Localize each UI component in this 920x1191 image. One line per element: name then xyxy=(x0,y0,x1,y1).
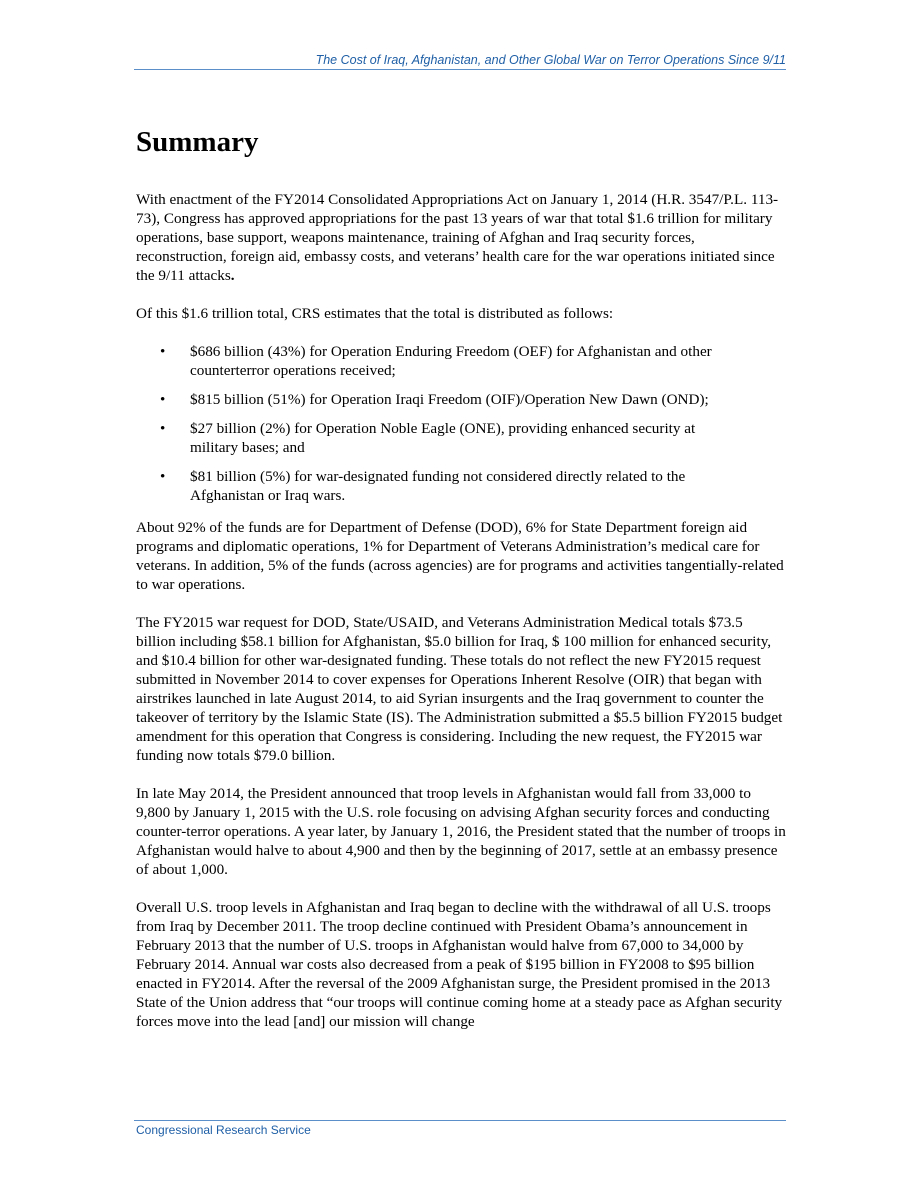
paragraph-troop-levels-2014: In late May 2014, the President announced that troop levels in Afghanistan would fall from 33,000 to 9,800 by January 1, 2015 with the U.S. role focusing on advising Afghan security forces and conducting counter-terror operations. A year later, by January 1, 2016, the President stated that the number of troops in Afghanistan would halve to about 4,900 and then by the beginning of 2017, settle at an embassy presence of about 1,000. xyxy=(136,785,786,878)
list-item-text: $815 billion (51%) for Operation Iraqi Freedom (OIF)/Operation New Dawn (OND); xyxy=(190,391,709,408)
list-item-other xyxy=(136,467,730,505)
bullet-marker: • xyxy=(160,343,166,360)
list-item-text: $27 billion (2%) for Operation Noble Eagle (ONE), providing enhanced security at military bases; and xyxy=(190,420,696,456)
list-item-text: $686 billion (43%) for Operation Enduring Freedom (OEF) for Afghanistan and other counterterror operations received; xyxy=(190,343,712,379)
list-item-one xyxy=(136,419,730,457)
paragraph-troop-decline: Overall U.S. troop levels in Afghanistan and Iraq began to decline with the withdrawal of all U.S. troops from Iraq by December 2011. The troop decline continued with President Obama’s announcement in February 2013 that the number of U.S. troops in Afghanistan would halve from 67,000 to 34,000 by February 2014. Annual war costs also decreased from a peak of $195 billion in FY2008 to $95 billion enacted in FY2014. After the reversal of the 2009 Afghanistan surge, the President promised in the 2013 State of the Union address that “our troops will continue coming home at a steady pace as Afghan security forces move into the lead [and] our mission will change xyxy=(136,899,783,1030)
footer-rule xyxy=(134,1120,786,1121)
paragraph-intro xyxy=(136,190,786,285)
paragraph-intro-text: With enactment of the FY2014 Consolidated Appropriations Act on January 1, 2014 (H.R. 3547/P.L. 113-73), Congress has approved appropriations for the past 13 years of war that total $1.6 trillion for military operations, base support, weapons maintenance, training of Afghan and Iraq security forces, reconstruction, foreign aid, embassy costs, and veterans’ health care for the war operations initiated since the 9/11 attacks xyxy=(136,191,779,284)
bullet-marker: • xyxy=(160,468,166,485)
list-item-text: $81 billion (5%) for war-designated funding not considered directly related to the Afghanistan or Iraq wars. xyxy=(190,468,686,504)
bullet-marker: • xyxy=(160,391,166,408)
list-item-oif xyxy=(136,390,730,409)
paragraph-agency-split: About 92% of the funds are for Department of Defense (DOD), 6% for State Department foreign aid programs and diplomatic operations, 1% for Department of Veterans Administration’s medical care for veterans. In addition, 5% of the funds (across agencies) are for programs and activities tangentially-related to war operations. xyxy=(136,519,784,593)
section-title: Summary xyxy=(136,126,259,158)
page-content xyxy=(136,122,786,1050)
paragraph-fy2015-request: The FY2015 war request for DOD, State/USAID, and Veterans Administration Medical totals $73.5 billion including $58.1 billion for Afghanistan, $5.0 billion for Iraq, $ 100 million for enhanced security, and $10.4 billion for other war-designated funding. These totals do not reflect the new FY2015 request submitted in November 2014 to cover expenses for Operations Inherent Resolve (OIR) that began with airstrikes launched in late August 2014, to aid Syrian insurgents and the Iraq government to counter the takeover of territory by the Islamic State (IS). The Administration submitted a $5.5 billion FY2015 budget amendment for this operation that Congress is considering. Including the new request, the FY2015 war funding now totals $79.0 billion. xyxy=(136,614,783,764)
header-rule xyxy=(134,69,786,70)
paragraph-distribution: Of this $1.6 trillion total, CRS estimates that the total is distributed as follows: xyxy=(136,305,614,322)
distribution-list xyxy=(136,342,786,505)
running-header: The Cost of Iraq, Afghanistan, and Other Global War on Terror Operations Since 9/11 xyxy=(315,53,786,67)
bullet-marker: • xyxy=(160,420,166,437)
list-item-oef xyxy=(136,342,730,380)
footer-publisher: Congressional Research Service xyxy=(136,1123,311,1137)
paragraph-intro-end: . xyxy=(230,267,235,284)
